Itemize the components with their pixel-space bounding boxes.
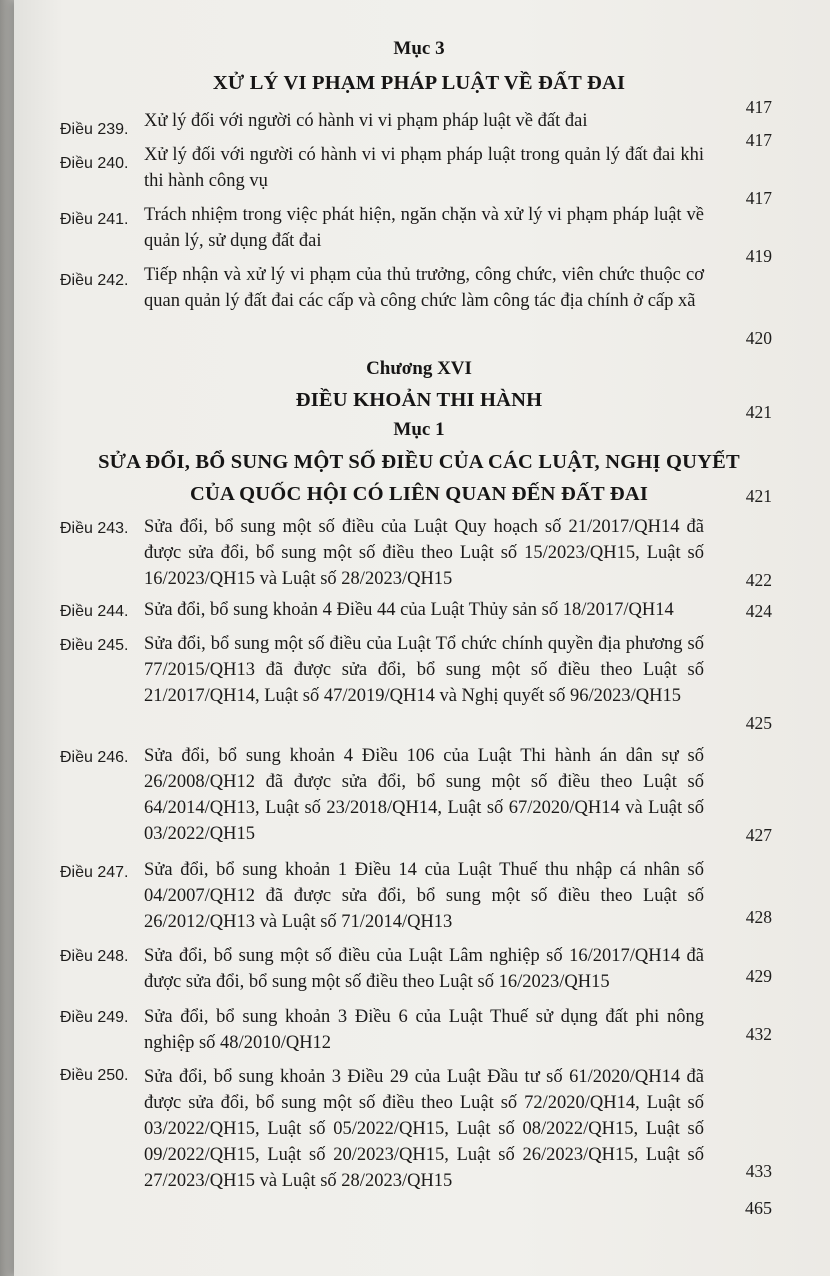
article-title-242: Tiếp nhận và xử lý vi phạm của thủ trưởng, công chức, viên chức thuộc cơ quan quản lý đất đai các cấp và công chức làm công tác địa chính ở cấp xã bbox=[144, 265, 704, 311]
section-title-muc-1-line-2: CỦA QUỐC HỘI CÓ LIÊN QUAN ĐẾN ĐẤT ĐAI bbox=[189, 483, 649, 505]
article-title-239: Xử lý đối với người có hành vi vi phạm pháp luật về đất đai bbox=[144, 111, 588, 131]
toc-page-chapter: 421 bbox=[745, 402, 772, 422]
toc-page-246: 427 bbox=[745, 825, 772, 845]
article-label-239: Điều 239. bbox=[60, 121, 129, 138]
article-label-243: Điều 243. bbox=[60, 520, 129, 537]
toc-page-muc-1: 421 bbox=[745, 486, 772, 506]
article-title-243: Sửa đổi, bổ sung một số điều của Luật Quy hoạch số 21/2017/QH14 đã được sửa đổi, bổ sung một số điều theo Luật số 15/2023/QH15, Luật số 16/2023/QH15 và Luật số 28/2023/QH15 bbox=[144, 517, 704, 589]
article-title-247: Sửa đổi, bổ sung khoản 1 Điều 14 của Luật Thuế thu nhập cá nhân số 04/2007/QH12 đã được sửa đổi, bổ sung một số điều theo Luật số 26/2012/QH13 và Luật số 71/2014/QH13 bbox=[144, 860, 704, 932]
article-label-241: Điều 241. bbox=[60, 211, 129, 228]
article-label-246: Điều 246. bbox=[60, 749, 129, 766]
article-label-242: Điều 242. bbox=[60, 272, 129, 289]
toc-page-243: 422 bbox=[745, 570, 772, 590]
article-title-249: Sửa đổi, bổ sung khoản 3 Điều 6 của Luật Thuế sử dụng đất phi nông nghiệp số 48/2010/QH12 bbox=[144, 1007, 704, 1053]
section-label-muc-3: Mục 3 bbox=[393, 38, 445, 59]
toc-page-249: 432 bbox=[745, 1024, 772, 1044]
article-title-240: Xử lý đối với người có hành vi vi phạm pháp luật trong quản lý đất đai khi thi hành công vụ bbox=[144, 145, 704, 191]
article-title-246: Sửa đổi, bổ sung khoản 4 Điều 106 của Luật Thi hành án dân sự số 26/2008/QH12 đã được sửa đổi, bổ sung một số điều theo Luật số 64/2014/QH13, Luật số 23/2018/QH14, Luật số 67/2020/QH14 và Luật số 03/2022/QH15 bbox=[144, 746, 704, 844]
book-spine-shadow bbox=[0, 0, 14, 1276]
article-title-250: Sửa đổi, bổ sung khoản 3 Điều 29 của Luật Đầu tư số 61/2020/QH14 đã được sửa đổi, bổ sung một số điều theo Luật số 72/2020/QH14, Luật số 03/2022/QH15, Luật số 05/2022/QH15, Luật số 08/2022/QH15, Luật số 09/2022/QH15, Luật số 20/2023/QH15, Luật số 26/2023/QH15, Luật số 27/2023/QH15 và Luật số 28/2023/QH15 bbox=[144, 1067, 704, 1191]
toc-page-244: 424 bbox=[745, 601, 772, 621]
article-title-241: Trách nhiệm trong việc phát hiện, ngăn chặn và xử lý vi phạm pháp luật về quản lý, sử dụng đất đai bbox=[144, 205, 704, 251]
article-label-245: Điều 245. bbox=[60, 637, 129, 654]
toc-page-239: 417 bbox=[745, 130, 772, 150]
toc-page-248: 429 bbox=[745, 966, 772, 986]
chapter-title: ĐIỀU KHOẢN THI HÀNH bbox=[295, 389, 543, 411]
page-number: 465 bbox=[745, 1198, 772, 1218]
book-page bbox=[14, 0, 830, 1276]
article-title-248: Sửa đổi, bổ sung một số điều của Luật Lâm nghiệp số 16/2017/QH14 đã được sửa đổi, bổ sung một số điều theo Luật số 16/2023/QH15 bbox=[144, 946, 704, 992]
section-title-muc-1-line-1: SỬA ĐỔI, BỔ SUNG MỘT SỐ ĐIỀU CỦA CÁC LUẬT, NGHỊ QUYẾT bbox=[98, 451, 740, 473]
article-title-244: Sửa đổi, bổ sung khoản 4 Điều 44 của Luật Thủy sản số 18/2017/QH14 bbox=[144, 600, 674, 620]
section-label-muc-1: Mục 1 bbox=[393, 419, 445, 440]
toc-page-242: 420 bbox=[745, 328, 772, 348]
toc-page-245: 425 bbox=[745, 713, 772, 733]
article-label-248: Điều 248. bbox=[60, 948, 129, 965]
article-label-247: Điều 247. bbox=[60, 864, 129, 881]
article-label-249: Điều 249. bbox=[60, 1009, 129, 1026]
toc-page-250: 433 bbox=[745, 1161, 772, 1181]
toc-page-240: 417 bbox=[745, 188, 772, 208]
article-label-240: Điều 240. bbox=[60, 155, 129, 172]
section-title-muc-3: XỬ LÝ VI PHẠM PHÁP LUẬT VỀ ĐẤT ĐAI bbox=[212, 72, 626, 94]
article-title-245: Sửa đổi, bổ sung một số điều của Luật Tổ chức chính quyền địa phương số 77/2015/QH13 đã được sửa đổi, bổ sung một số điều theo Luật số 21/2017/QH14, Luật số 47/2019/QH14 và Nghị quyết số 96/2023/QH15 bbox=[144, 634, 704, 706]
chapter-label: Chương XVI bbox=[366, 358, 472, 379]
toc-page-241: 419 bbox=[745, 246, 772, 266]
article-label-244: Điều 244. bbox=[60, 603, 129, 620]
toc-page-247: 428 bbox=[745, 907, 772, 927]
toc-page-muc-3: 417 bbox=[745, 97, 772, 117]
article-label-250: Điều 250. bbox=[60, 1067, 129, 1084]
